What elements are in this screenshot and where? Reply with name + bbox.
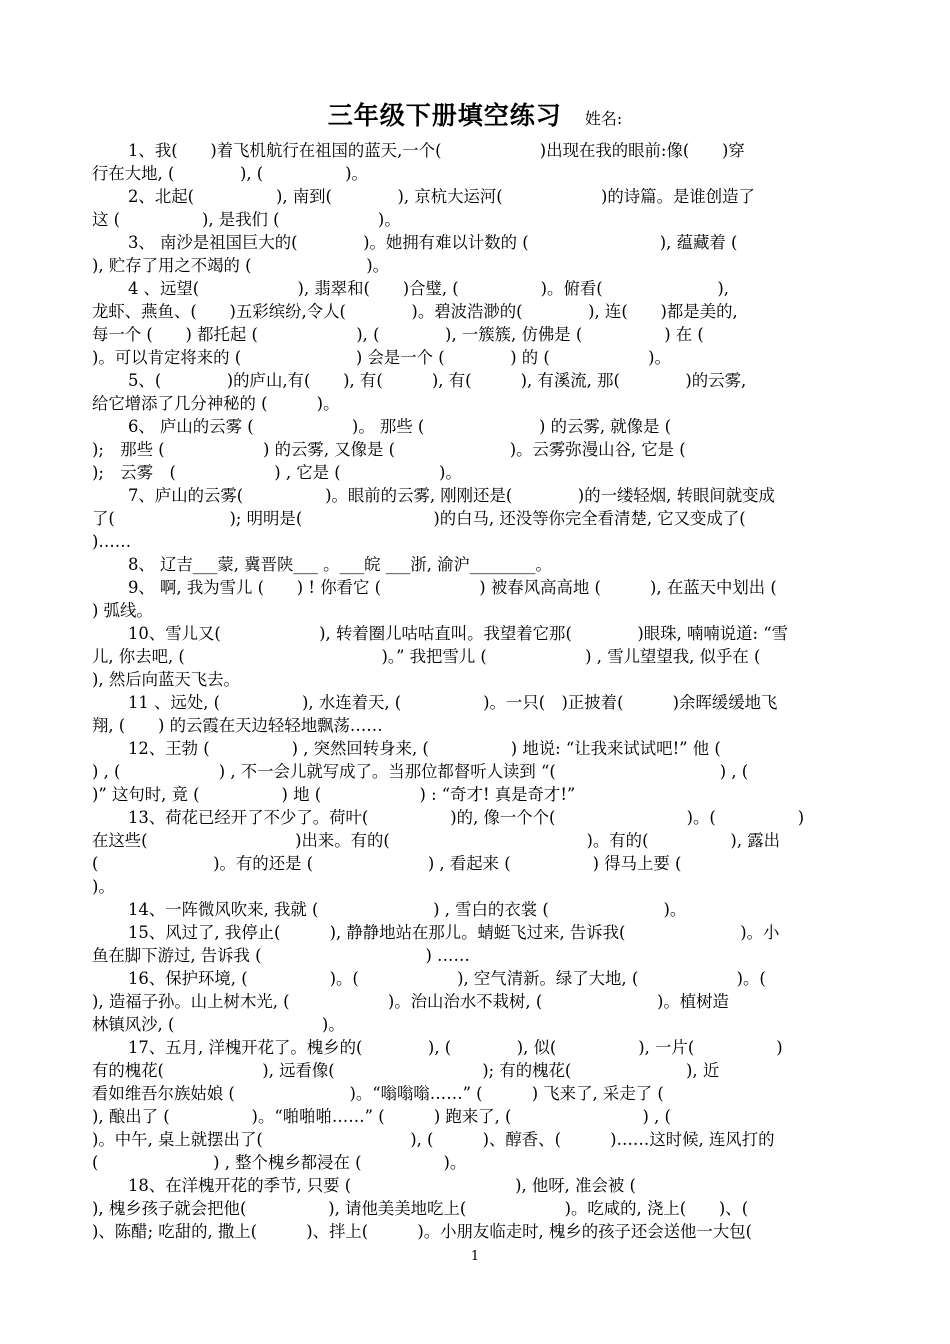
text-line: 12、王勃 ( ) , 突然回转身来, ( ) 地说: “让我来试试吧!” 他 ( — [128, 739, 721, 758]
text-line: 鱼在脚下游过, 告诉我 ( ) …… — [92, 946, 470, 965]
page-number: 1 — [470, 1249, 480, 1264]
text-line: 3、 南沙是祖国巨大的( )。她拥有难以计数的 ( ), 蕴藏着 ( — [128, 233, 738, 252]
text-line: 1、我( )着飞机航行在祖国的蓝天,一个( )出现在我的眼前:像( )穿 — [128, 141, 745, 160]
text-line: ); 那些 ( ) 的云雾, 又像是 ( )。云雾弥漫山谷, 它是 ( — [92, 440, 686, 459]
text-line: 17、五月, 洋槐开花了。槐乡的( ), ( ), 似( ), 一片( ) — [128, 1038, 783, 1057]
text-line: ), 然后向蓝天飞去。 — [92, 670, 240, 689]
text-line: 给它增添了几分神秘的 ( )。 — [92, 394, 340, 413]
text-line: ); 云雾 ( ) , 它是 ( )。 — [92, 463, 462, 482]
text-line: 7、庐山的云雾( )。眼前的云雾, 刚刚还是( )的一缕轻烟, 转眼间就变成 — [128, 486, 775, 505]
text-line: )” 这句时, 竟 ( ) 地 ( ) : “奇才! 真是奇才!” — [92, 785, 576, 804]
text-line: 8、 辽吉___蒙, 冀晋陕___ 。___皖 ___浙, 渝沪________。 — [128, 555, 552, 574]
text-line: 看如维吾尔族姑娘 ( )。“嗡嗡嗡……” ( ) 飞来了, 采走了 ( — [92, 1084, 664, 1103]
text-line: 翔, ( ) 的云霞在天边轻轻地飘荡…… — [92, 716, 383, 735]
text-line: 龙虾、燕鱼、( )五彩缤纷,令人( )。碧波浩渺的( ), 连( )都是美的, — [92, 302, 738, 321]
text-line: )。 — [92, 877, 115, 896]
exercise-body — [92, 139, 860, 1243]
name-label: 姓名: — [584, 109, 623, 128]
text-line: 14、一阵微风吹来, 我就 ( ) , 雪白的衣裳 ( )。 — [128, 900, 687, 919]
text-line: 2、北起( ), 南到( ), 京杭大运河( )的诗篇。是谁创造了 — [128, 187, 755, 206]
text-line: )。可以肯定将来的 ( ) 会是一个 ( ) 的 ( )。 — [92, 348, 671, 367]
page-title: 三年级下册填空练习 — [327, 101, 562, 130]
text-line: 行在大地, ( ), ( )。 — [92, 164, 368, 183]
text-line: 5、( )的庐山,有( ), 有( ), 有( ), 有溪流, 那( )的云雾, — [128, 371, 747, 390]
text-line: 13、荷花已经开了不少了。荷叶( )的, 像一个个( )。( ) — [128, 808, 805, 827]
text-line: 每一个 ( ) 都托起 ( ), ( ), 一簇簇, 仿佛是 ( ) 在 ( — [92, 325, 704, 344]
text-line: 这 ( ), 是我们 ( )。 — [92, 210, 401, 229]
text-line: 10、雪儿又( ), 转着圈儿咕咕直叫。我望着它那( )眼珠, 喃喃说道: “雪 — [128, 624, 789, 643]
text-line: 4 、远望( ), 翡翠和( )合璧, ( )。俯看( ), — [128, 279, 729, 298]
text-line: 9、 啊, 我为雪儿 ( ) ! 你看它 ( ) 被春风高高地 ( ), 在蓝天中划出 ( — [128, 578, 777, 597]
text-line: ), 贮存了用之不竭的 ( )。 — [92, 256, 390, 275]
text-line: )…… — [92, 532, 132, 551]
text-line: ), 酿出了 ( )。“啪啪啪……” ( ) 跑来了, ( ) , ( — [92, 1107, 671, 1126]
text-line: ) , ( ) , 不一会儿就写成了。当那位都督听人读到 “( ) , ( — [92, 762, 749, 781]
text-line: ) 弧线。 — [92, 601, 153, 620]
text-line: 15、风过了, 我停止( ), 静静地站在那儿。蜻蜓飞过来, 告诉我( )。小 — [128, 923, 780, 942]
text-line: 11 、远处, ( ), 水连着天, ( )。一只( )正披着( )余晖缓缓地飞 — [128, 693, 778, 712]
text-line: 18、在洋槐开花的季节, 只要 ( ), 他呀, 准会被 ( — [128, 1176, 636, 1195]
text-line: 有的槐花( ), 远看像( ); 有的槐花( ), 近 — [92, 1061, 720, 1080]
text-line: ), 槐乡孩子就会把他( ), 请他美美地吃上( )。吃咸的, 浇上( )、( — [92, 1199, 749, 1218]
header — [0, 96, 950, 132]
text-line: 儿, 你去吧, ( )。” 我把雪儿 ( ) , 雪儿望望我, 似乎在 ( — [92, 647, 761, 666]
text-line: ( )。有的还是 ( ) , 看起来 ( ) 得马上要 ( — [92, 854, 682, 873]
text-line: 6、 庐山的云雾 ( )。 那些 ( ) 的云雾, 就像是 ( — [128, 417, 672, 436]
text-line: 16、保护环境, ( )。( ), 空气清新。绿了大地, ( )。( — [128, 969, 766, 988]
text-line: 了( ); 明明是( )的白马, 还没等你完全看清楚, 它又变成了( — [92, 509, 746, 528]
text-line: ( ) , 整个槐乡都浸在 ( )。 — [92, 1153, 467, 1172]
text-line: )。中午, 桌上就摆出了( ), ( )、醇香、( )……这时候, 连风打的 — [92, 1130, 775, 1149]
text-line: )、陈醋; 吃甜的, 撒上( )、拌上( )。小朋友临走时, 槐乡的孩子还会送他一大包( — [92, 1222, 753, 1241]
text-line: ), 造福子孙。山上树木光, ( )。治山治水不栽树, ( )。植树造 — [92, 992, 729, 1011]
text-line: 林镇风沙, ( )。 — [92, 1015, 345, 1034]
text-line: 在这些( )出来。有的( )。有的( ), 露出 — [92, 831, 781, 850]
